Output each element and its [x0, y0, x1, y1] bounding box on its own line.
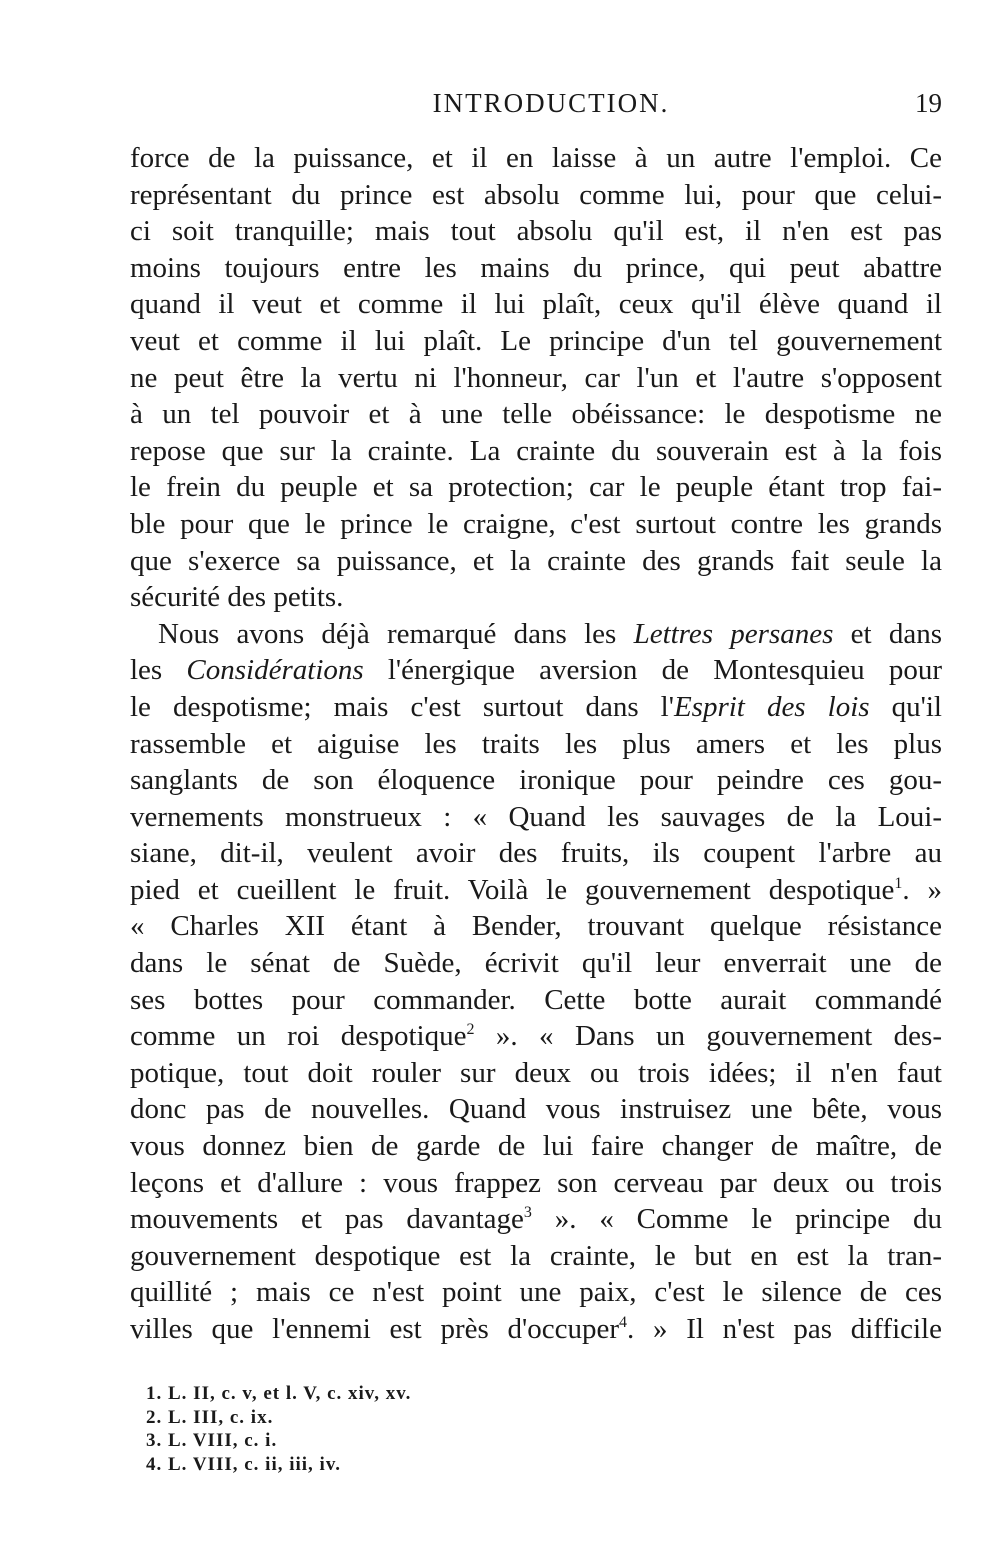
- text-line: quand il veut et comme il lui plaît, ceux qu'il élève quand il: [130, 288, 942, 321]
- footnote-ref: 1: [894, 874, 903, 892]
- text-line: le despotisme; mais c'est surtout dans l'Esprit des lois qu'il: [130, 690, 942, 723]
- paragraph-1: [130, 140, 942, 616]
- footnote-ref: 3: [523, 1204, 532, 1222]
- text-line: dans le sénat de Suède, écrivit qu'il leur enverrait une de: [130, 947, 942, 980]
- text-line: à un tel pouvoir et à une telle obéissance: le despotisme ne: [130, 398, 942, 431]
- text-line: sécurité des petits.: [130, 581, 344, 614]
- text-line: leçons et d'allure : vous frappez son cerveau par deux ou trois: [130, 1166, 942, 1199]
- text-line: représentant du prince est absolu comme lui, pour que celui-: [130, 178, 942, 211]
- footnote-ref: 4: [619, 1314, 628, 1331]
- text-line: potique, tout doit rouler sur deux ou trois idées; il n'en faut: [130, 1056, 942, 1089]
- text-line: mouvements et pas davantage$^3$ ». « Comme le principe du: [130, 1203, 942, 1236]
- paragraph-2: [130, 616, 942, 1348]
- text-line: force de la puissance, et il en laisse à un autre l'emploi. Ce: [130, 142, 942, 174]
- text-line: veut et comme il lui plaît. Le principe d'un tel gouvernement: [130, 324, 942, 357]
- page-number: 19: [915, 88, 942, 118]
- text-line: siane, dit-il, veulent avoir des fruits, ils coupent l'arbre au: [130, 837, 942, 870]
- text-line: gouvernement despotique est la crainte, le but en est la tran-: [130, 1239, 942, 1272]
- text-line: ne peut être la vertu ni l'honneur, car l'un et l'autre s'opposent: [130, 361, 942, 394]
- text-line: les Considérations l'énergique aversion de Montesquieu pour: [130, 654, 942, 687]
- text-line: « Charles XII étant à Bender, trouvant quelque résistance: [130, 910, 942, 943]
- body-text: [130, 140, 942, 1348]
- text-line: quillité ; mais ce n'est point une paix, c'est le silence de ces: [130, 1276, 942, 1309]
- title-esprit-des-lois: Esprit des lois: [673, 690, 870, 723]
- text-line: ci soit tranquille; mais tout absolu qu'il est, il n'en est pas: [130, 215, 942, 248]
- text-line: que s'exerce sa puissance, et la crainte des grands fait seule la: [130, 544, 942, 577]
- footnote-3: 3. L. VIII, c. i.: [146, 1430, 278, 1452]
- text-line: villes que l'ennemi est près d'occuper$^4$. » Il n'est pas difficile: [130, 1313, 942, 1345]
- footnotes: [146, 1382, 746, 1476]
- running-title: INTRODUCTION.: [432, 88, 670, 118]
- text-line: repose que sur la crainte. La crainte du souverain est à la fois: [130, 434, 942, 467]
- text-line: sanglants de son éloquence ironique pour peindre ces gou-: [130, 764, 942, 797]
- text-line: pied et cueillent le fruit. Voilà le gouvernement despotique$^1$. »: [130, 873, 943, 906]
- footnote-1: 1. L. II, c. v, et l. V, c. xiv, xv.: [146, 1383, 412, 1404]
- title-considerations: Considérations: [186, 654, 364, 687]
- text-line: vous donnez bien de garde de lui faire changer de maître, de: [130, 1130, 942, 1163]
- text-line: le frein du peuple et sa protection; car le peuple étant trop fai-: [130, 471, 942, 504]
- text-line: vernements monstrueux : « Quand les sauvages de la Loui-: [130, 800, 942, 833]
- page-header: [130, 88, 942, 128]
- title-lettres-persanes: Lettres persanes: [633, 617, 834, 650]
- text-line: comme un roi despotique$^2$ ». « Dans un gouvernement des-: [130, 1020, 942, 1053]
- text-line: rassemble et aiguise les traits les plus amers et les plus: [130, 727, 942, 760]
- footnote-4: 4. L. VIII, c. ii, iii, iv.: [146, 1453, 342, 1475]
- text-line: Nous avons déjà remarqué dans les Lettres persanes et dans: [158, 617, 942, 650]
- footnote-2: 2. L. III, c. ix.: [146, 1406, 274, 1428]
- footnote-ref: 2: [466, 1021, 475, 1039]
- text-line: moins toujours entre les mains du prince, qui peut abattre: [130, 251, 942, 284]
- text-line: donc pas de nouvelles. Quand vous instruisez une bête, vous: [130, 1093, 942, 1126]
- text-line: ses bottes pour commander. Cette botte aurait commandé: [130, 983, 942, 1016]
- text-line: ble pour que le prince le craigne, c'est surtout contre les grands: [130, 507, 942, 540]
